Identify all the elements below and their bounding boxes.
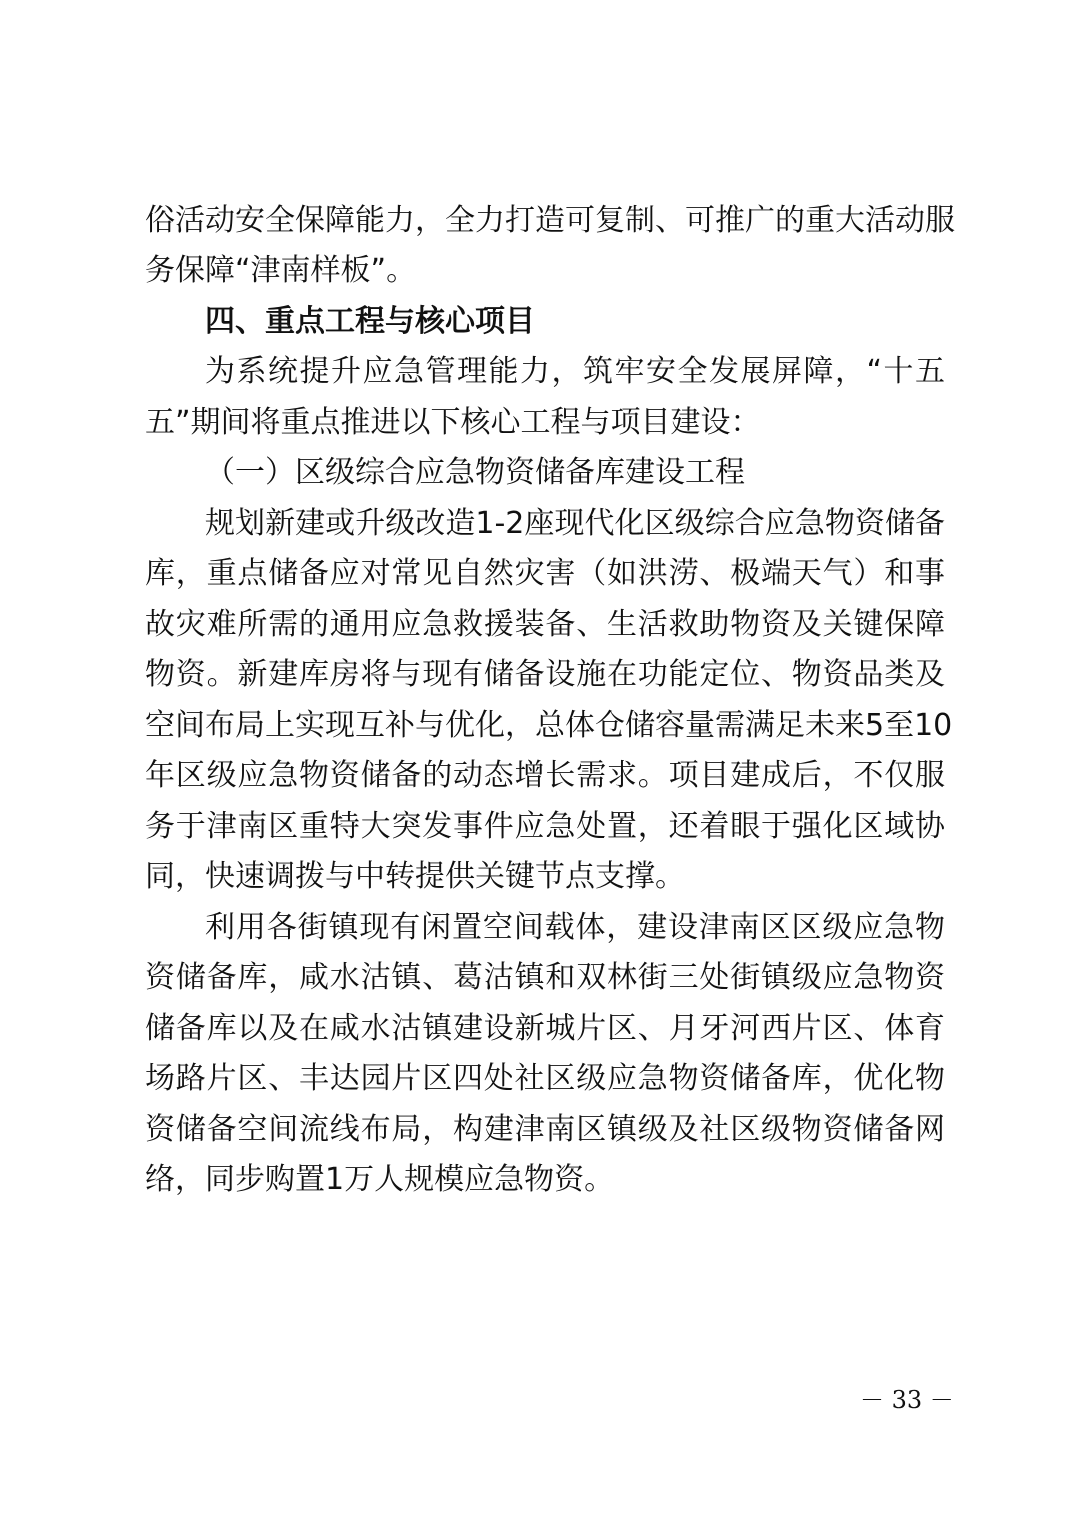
paragraph-line: 利用各街镇现有闲置空间载体，建设津南区区级应急物 bbox=[205, 910, 945, 945]
paragraph-line: 同，快速调拨与中转提供关键节点支撑。 bbox=[145, 859, 685, 894]
paragraph-line: 俗活动安全保障能力，全力打造可复制、可推广的重大活动服 bbox=[145, 203, 955, 238]
paragraph-line: 为系统提升应急管理能力，筑牢安全发展屏障，“十五 bbox=[205, 354, 945, 389]
paragraph-line: 资储备库，咸水沽镇、葛沽镇和双林街三处街镇级应急物资 bbox=[145, 960, 945, 995]
paragraph-line: 五”期间将重点推进以下核心工程与项目建设： bbox=[145, 405, 761, 440]
paragraph-line: 库，重点储备应对常见自然灾害（如洪涝、极端天气）和事 bbox=[145, 556, 945, 591]
paragraph-line: 物资。新建库房将与现有储备设施在功能定位、物资品类及 bbox=[145, 657, 945, 692]
paragraph-line: 年区级应急物资储备的动态增长需求。项目建成后，不仅服 bbox=[145, 758, 945, 793]
paragraph-line: 务保障“津南样板”。 bbox=[145, 253, 417, 288]
paragraph-line: 故灾难所需的通用应急救援装备、生活救助物资及关键保障 bbox=[145, 607, 945, 642]
paragraph-line: 务于津南区重特大突发事件应急处置，还着眼于强化区域协 bbox=[145, 809, 945, 844]
paragraph-line: 资储备空间流线布局，构建津南区镇级及社区级物资储备网 bbox=[145, 1112, 945, 1147]
page-number: － 33 － bbox=[860, 1386, 954, 1414]
paragraph-line: 空间布局上实现互补与优化，总体仓储容量需满足未来5至10 bbox=[145, 708, 953, 743]
paragraph-line: 场路片区、丰达园片区四处社区级应急物资储备库，优化物 bbox=[145, 1061, 945, 1096]
paragraph-line: 储备库以及在咸水沽镇建设新城片区、月牙河西片区、体育 bbox=[145, 1011, 945, 1046]
paragraph-line: 规划新建或升级改造1-2座现代化区级综合应急物资储备 bbox=[205, 506, 945, 541]
subsection-heading: （一）区级综合应急物资储备库建设工程 bbox=[205, 455, 745, 490]
section-heading: 四、重点工程与核心项目 bbox=[205, 304, 535, 339]
paragraph-line: 络，同步购置1万人规模应急物资。 bbox=[145, 1162, 615, 1197]
